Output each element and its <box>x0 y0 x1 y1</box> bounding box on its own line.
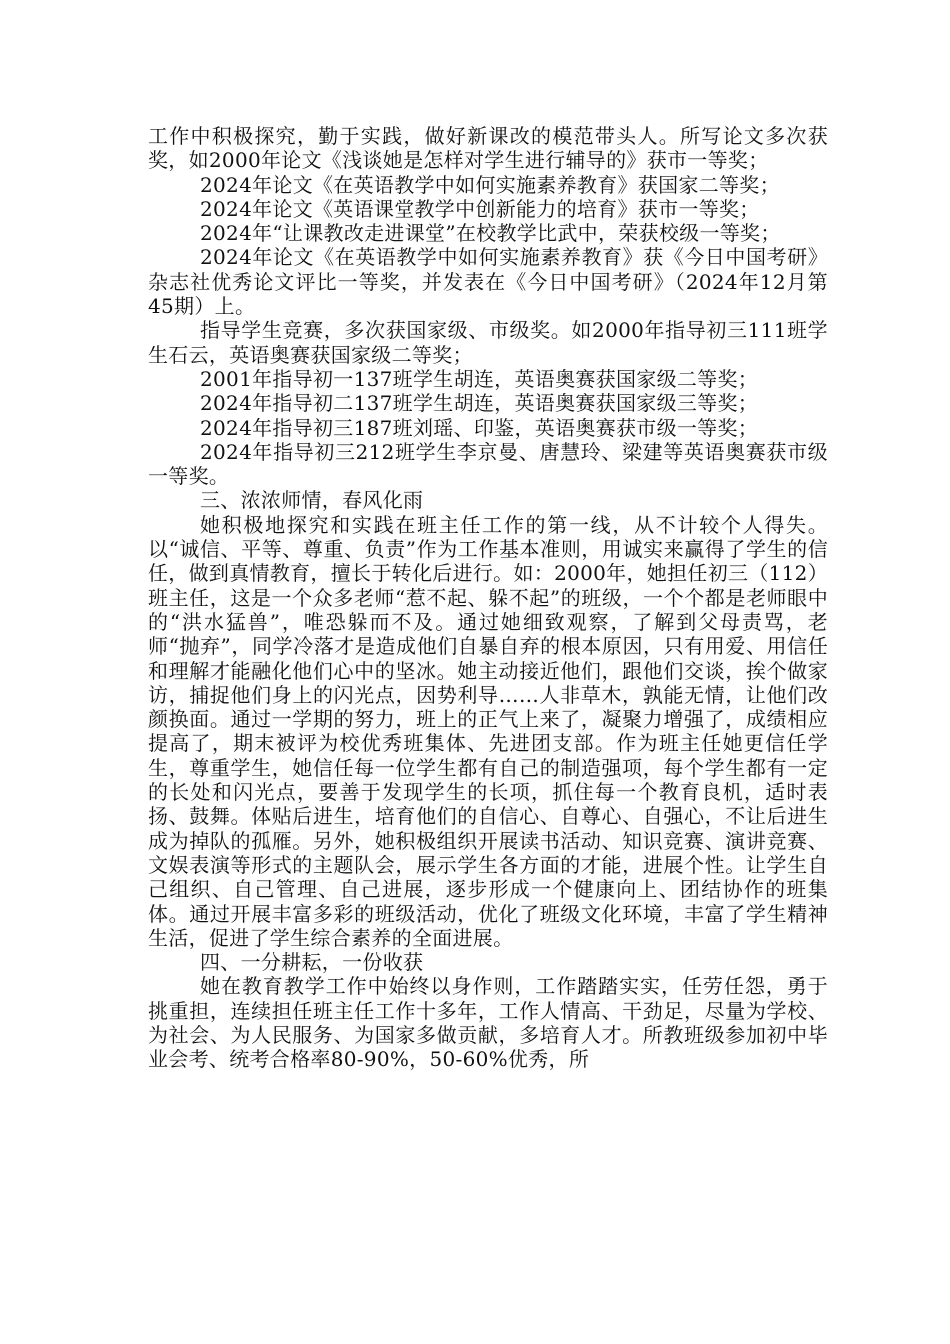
paragraph: 2024年指导初三212班学生李京曼、唐慧玲、梁建等英语奥赛获市级一等奖。 <box>148 439 828 489</box>
paragraph: 2024年论文《在英语教学中如何实施素养教育》获《今日中国考研》杂志社优秀论文评比一等奖，并发表在《今日中国考研》（2024年12月第45期）上。 <box>148 245 828 319</box>
section-heading: 三、浓浓师情，春风化雨 <box>200 488 424 513</box>
paragraph: 2001年指导初一137班学生胡连，英语奥赛获国家级二等奖； <box>200 366 759 391</box>
paragraph: 指导学生竞赛，多次获国家级、市级奖。如2000年指导初三111班学生石云，英语奥赛获国家级二等奖； <box>148 318 828 367</box>
document-body <box>148 124 828 1072</box>
paragraph: 2024年指导初三187班刘瑶、印鉴，英语奥赛获市级一等奖； <box>200 415 759 440</box>
paragraph: 2024年论文《在英语教学中如何实施素养教育》获国家二等奖； <box>200 172 780 197</box>
paragraph: 她在教育教学工作中始终以身作则，工作踏踏实实，任劳任怨，勇于挑重担，连续担任班主任工作十多年，工作人情高、干劲足，尽量为学校、为社会、为人民服务、为国家多做贡献，多培育人才。所教班级参加初中毕业会考、统考合格率80-90%，50-60%优秀，所 <box>148 974 828 1072</box>
paragraph: 2024年论文《英语课堂教学中创新能力的培育》获市一等奖； <box>200 196 760 221</box>
paragraph: 她积极地探究和实践在班主任工作的第一线，从不计较个人得失。以“诚信、平等、尊重、负责”作为工作基本准则，用诚实来赢得了学生的信任，做到真情教育，擅长于转化后进行。如：2000年，她担任初三（112）班主任，这是一个众多老师“惹不起、躲不起”的班级，一个个都是老师眼中的“洪水猛兽”，唯恐躲而不及。通过她细致观察，了解到父母责骂，老师“抛弃”，同学冷落才是造成他们自暴自弃的根本原因，只有用爱、用信任和理解才能融化他们心中的坚冰。她主动接近他们，跟他们交谈，挨个做家访，捕捉他们身上的闪光点，因势利导……人非草木，孰能无情，让他们改颜换面。通过一学期的努力，班上的正气上来了，凝聚力增强了，成绩相应提高了，期末被评为校优秀班集体、先进团支部。作为班主任她更信任学生，尊重学生，她信任每一位学生都有自己的制造强项，每个学生都有一定的长处和闪光点，要善于发现学生的长项，抓住每一个教育良机，适时表扬、鼓舞。体贴后进生，培育他们的自信心、自尊心、自强心，不让后进生成为掉队的孤雁。另外，她积极组织开展读书活动、知识竞赛、演讲竞赛、文娱表演等形式的主题队会，展示学生各方面的才能，进展个性。让学生自己组织、自己管理、自己进展，逐步形成一个健康向上、团结协作的班集体。通过开展丰富多彩的班级活动，优化了班级文化环境，丰富了学生精神生活，促进了学生综合素养的全面进展。 <box>148 512 828 950</box>
paragraph: 2024年指导初二137班学生胡连，英语奥赛获国家级三等奖； <box>200 391 759 416</box>
paragraph: 工作中积极探究，勤于实践，做好新课改的模范带头人。所写论文多次获奖，如2000年论文《浅谈她是怎样对学生进行辅导的》获市一等奖； <box>148 124 828 173</box>
section-heading: 四、一分耕耘，一份收获 <box>200 950 424 975</box>
paragraph: 2024年“让课教改走进课堂”在校教学比武中，荣获校级一等奖； <box>200 221 781 246</box>
